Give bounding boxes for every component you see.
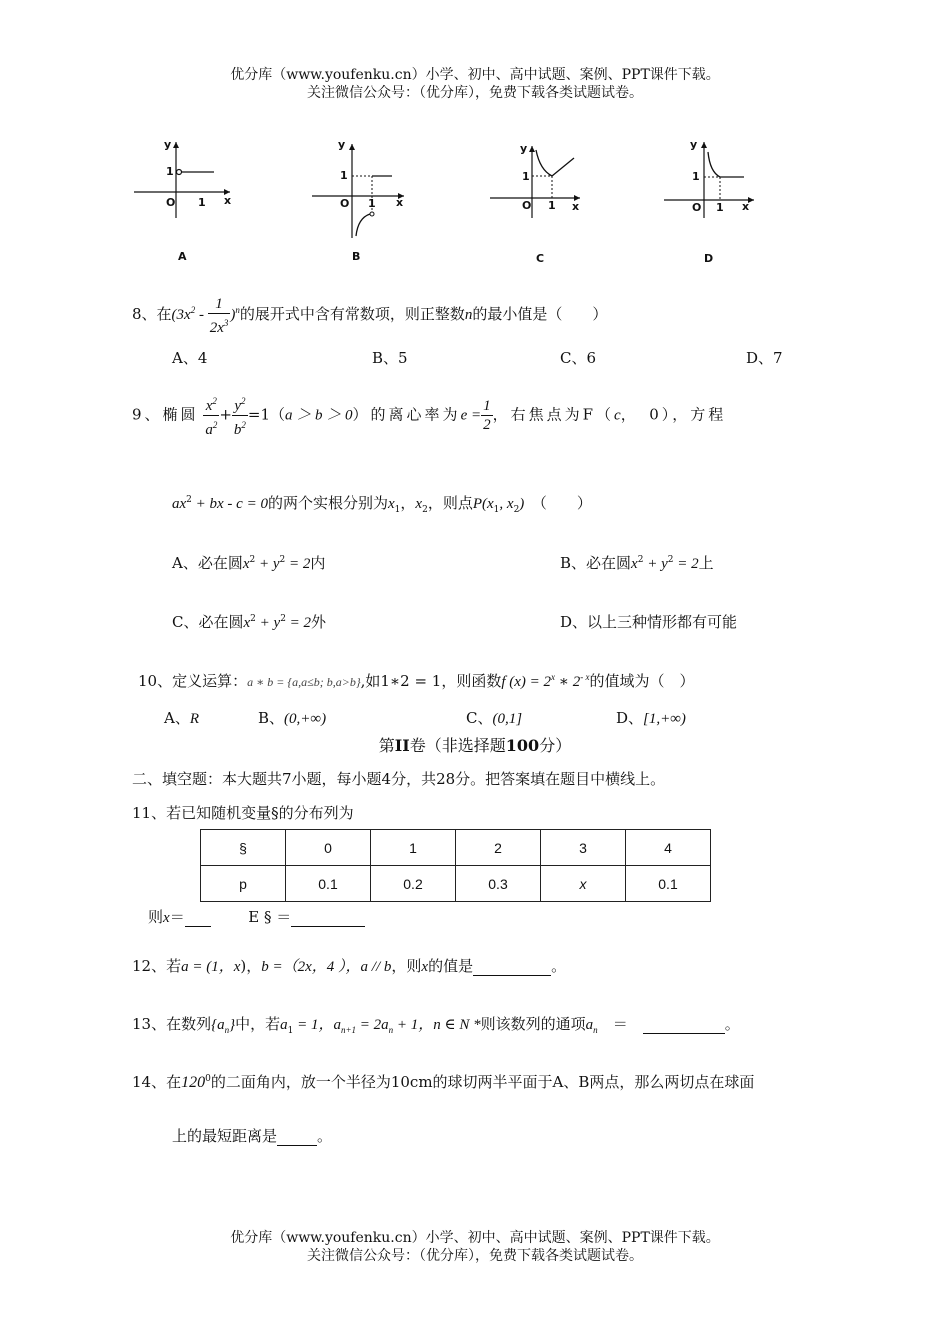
table-cell: x (541, 866, 626, 902)
table-cell: 0.1 (626, 866, 711, 902)
graph-a-x-label: x (224, 194, 232, 207)
q8-option-c[interactable]: C、6 (560, 349, 597, 367)
footer-line-2: 关注微信公众号：（优分库），免费下载各类试题试卷。 (307, 1248, 643, 1264)
table-cell: 0.2 (371, 866, 456, 902)
question-8 (132, 290, 607, 337)
q10-definition: a ∗ b = {a,a≤b; b,a>b} (247, 675, 361, 689)
graph-a (134, 138, 234, 268)
header-line-2: 关注微信公众号：（优分库），免费下载各类试题试卷。 (307, 85, 643, 101)
graph-c-label: C (536, 252, 545, 265)
question-12: 12、若a = (1，x)，b =（2x，4 ），a // b，则x的值是 。 (132, 957, 567, 975)
q9-option-c[interactable]: C、必在圆$x^2 + y^2 = 2$外 (172, 613, 327, 631)
q14-answer-blank[interactable] (277, 1127, 317, 1146)
graph-d-y-label: y (690, 138, 698, 151)
q10-option-a[interactable]: A、R (164, 709, 200, 727)
q8-prefix: 8、在 (132, 305, 172, 323)
graph-c-x-label: x (572, 200, 580, 213)
q10-option-c[interactable]: C、(0,1] (466, 709, 523, 727)
graph-a-origin: O (166, 196, 176, 209)
question-10: 10、定义运算：a ∗ b = {a,a≤b; b,a>b},如1∗2 = 1，则函数f $(x) = 2^x$ ∗ $2^{- x}$的值域为（ ） (138, 672, 695, 690)
q8-text2: 的最小值是（ ） (472, 305, 608, 323)
question-11: 11、若已知随机变量§的分布列为 (132, 804, 354, 822)
q9-fraction-e: $\frac{1}{2}$ (483, 398, 491, 433)
graph-d (664, 138, 764, 268)
distribution-table (200, 829, 711, 902)
table-cell: § (201, 830, 286, 866)
graph-b-y-label: y (338, 138, 346, 151)
q8-option-a[interactable]: A、4 (172, 349, 208, 367)
table-cell: 4 (626, 830, 711, 866)
q11-answer-line: 则x＝ E § ＝ (148, 906, 365, 927)
q8-n: n (464, 307, 473, 323)
q12-answer-blank[interactable] (473, 957, 551, 976)
graph-c-y-label: y (520, 142, 528, 155)
graph-d-one-y: 1 (692, 170, 700, 183)
graph-c (490, 138, 590, 268)
graph-a-one-y: 1 (166, 165, 174, 178)
graph-c-one-y: 1 (522, 170, 530, 183)
table-cell: 0.3 (456, 866, 541, 902)
table-cell: p (201, 866, 286, 902)
graph-b-one-y: 1 (340, 169, 348, 182)
graph-c-origin: O (522, 199, 532, 212)
question-9: 9、椭圆 $\frac{x^2}{a^2}$ + $\frac{y^2}{b^2}$ =1（a ＞ b ＞ 0）的离心率为e = $\frac{1}{2}$ ，右焦点为F（c， 0），方程 (132, 392, 832, 439)
q11-answer-blank-x[interactable] (185, 908, 211, 927)
graph-c-one-x: 1 (548, 199, 556, 212)
graph-a-label: A (178, 250, 187, 263)
q9-option-d[interactable]: D、以上三种情形都有可能 (560, 613, 738, 631)
table-row (201, 830, 711, 866)
question-13: 13、在数列$\{a_n\}$中，若$a_1 = 1$，$a_{n+1} = 2a_n + 1$，n ∈ N *则该数列的通项$a_n$ ＝ 。 (132, 1015, 740, 1036)
q9-fraction-x: $\frac{x^2}{a^2}$ (203, 392, 219, 439)
q8-text: 的展开式中含有常数项，则正整数 (239, 305, 465, 323)
graph-b-plot (312, 138, 412, 238)
q10-option-b[interactable]: B、(0,+∞) (258, 709, 327, 727)
table-cell: 0 (286, 830, 371, 866)
q9-prefix: 9、椭圆 (132, 405, 199, 424)
q11-answer-blank-e[interactable] (291, 908, 365, 927)
q9-option-b[interactable]: B、必在圆$x^2 + y^2 = 2$上 (560, 554, 714, 572)
footer-line-1: 优分库（www.youfenku.cn）小学、初中、高中试题、案例、PPT课件下载。 (230, 1230, 720, 1246)
graph-d-label: D (704, 252, 714, 265)
q8-option-b[interactable]: B、5 (372, 349, 408, 367)
graph-d-x-label: x (742, 200, 750, 213)
graph-b-origin: O (340, 197, 350, 210)
table-cell: 3 (541, 830, 626, 866)
q8-expr: ($3x^2$ - $\frac{1}{2x^3}$ )$^n$ (171, 295, 240, 336)
graph-b-label: B (352, 250, 361, 263)
q8-option-d[interactable]: D、7 (746, 349, 783, 367)
part-2-title: 第II卷（非选择题100分） (378, 736, 572, 755)
graph-d-one-x: 1 (716, 201, 724, 214)
graph-b (312, 138, 412, 268)
table-cell: 2 (456, 830, 541, 866)
section-2-instructions: 二、填空题：本大题共7小题，每小题4分，共28分。把答案填在题目中横线上。 (132, 770, 666, 788)
graph-a-one-x: 1 (198, 196, 206, 209)
graph-d-origin: O (692, 201, 702, 214)
q9-option-a[interactable]: A、必在圆$x^2 + y^2 = 2$内 (172, 554, 326, 572)
q14-line-2: 上的最短距离是 。 (172, 1127, 333, 1145)
graph-b-one-x: 1 (368, 197, 376, 210)
q9-fraction-y: $\frac{y^2}{b^2}$ (232, 392, 248, 439)
header-line-1: 优分库（www.youfenku.cn）小学、初中、高中试题、案例、PPT课件下载。 (230, 67, 720, 83)
graph-a-y-label: y (164, 138, 172, 151)
table-row (201, 866, 711, 902)
graph-b-x-label: x (396, 196, 404, 209)
q10-option-d[interactable]: D、[1,+∞) (616, 709, 686, 727)
table-cell: 0.1 (286, 866, 371, 902)
q13-answer-blank[interactable] (643, 1015, 725, 1034)
q9-line-2: $ax^2$ + bx - c = 0的两个实根分别为$x_1$，$x_2$，则点$P(x_1$, $x_2$) （ ） (172, 494, 592, 515)
question-14: 14、在$120^0$的二面角内，放一个半径为10cm的球切两半平面于A、B两点，那么两切点在球面 (132, 1073, 755, 1091)
table-cell: 1 (371, 830, 456, 866)
graph-a-plot (134, 138, 234, 218)
